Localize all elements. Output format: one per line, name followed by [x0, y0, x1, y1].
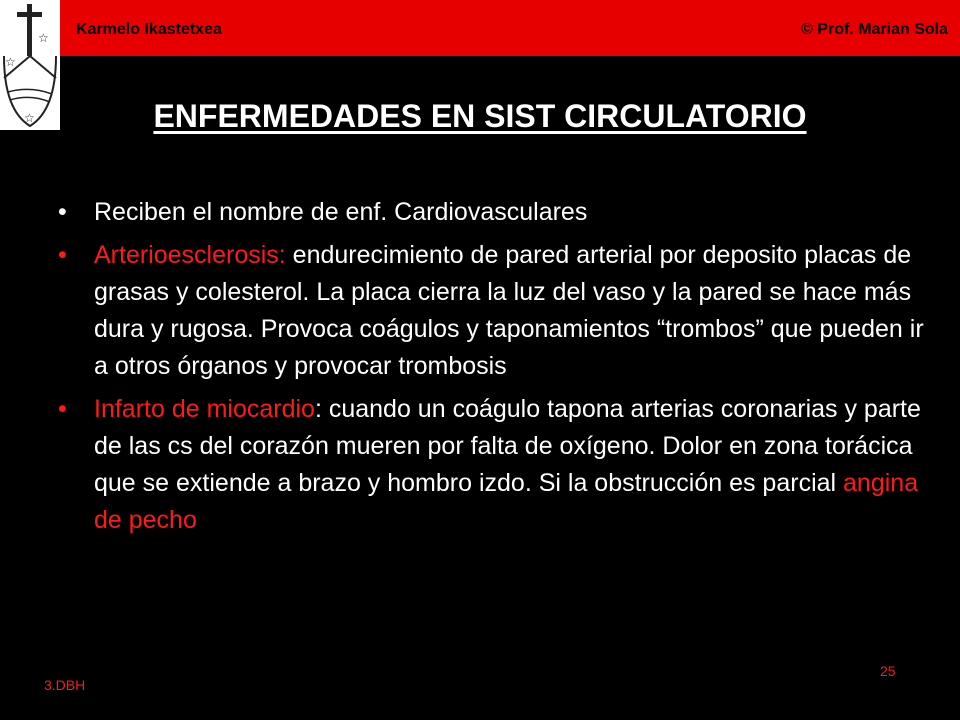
bullet-text: Reciben el nombre de enf. Cardiovasculares [94, 198, 588, 226]
bullet-term-end: angina de pecho [94, 469, 919, 534]
bullet-item [58, 194, 928, 231]
slide-title: ENFERMEDADES EN SIST CIRCULATORIO [153, 98, 807, 134]
bullet-marker: • [58, 241, 67, 269]
bullet-item [58, 391, 928, 539]
svg-text:☆: ☆ [5, 55, 16, 69]
bullet-term: Arterioesclerosis: [94, 241, 286, 269]
school-name: Karmelo Ikastetxea [76, 21, 222, 38]
bullet-list [58, 194, 928, 545]
svg-text:☆: ☆ [38, 31, 49, 45]
author-credit: © Prof. Marian Sola [801, 21, 948, 38]
bullet-marker: • [58, 198, 67, 226]
bullet-marker: • [58, 395, 67, 423]
bullet-term: Infarto de miocardio [94, 395, 315, 423]
page-number: 25 [880, 663, 896, 679]
bullet-item [58, 237, 928, 385]
bullet-text: : cuando un coágulo tapona arterias coronarias y parte de las cs del corazón mueren por falta de oxígeno. Dolor en zona torácica que se extiende a brazo y hombro izdo. Si la obstrucción es parcial [94, 395, 921, 497]
footer-course: 3.DBH [44, 677, 86, 693]
svg-text:☆: ☆ [24, 111, 35, 125]
bullet-text: endurecimiento de pared arterial por deposito placas de grasas y colesterol. La placa cierra la luz del vaso y la pared se hace más dura y rugosa. Provoca coágulos y taponamientos “trombos” que pueden ir a otros órganos y provocar trombosis [94, 241, 924, 380]
